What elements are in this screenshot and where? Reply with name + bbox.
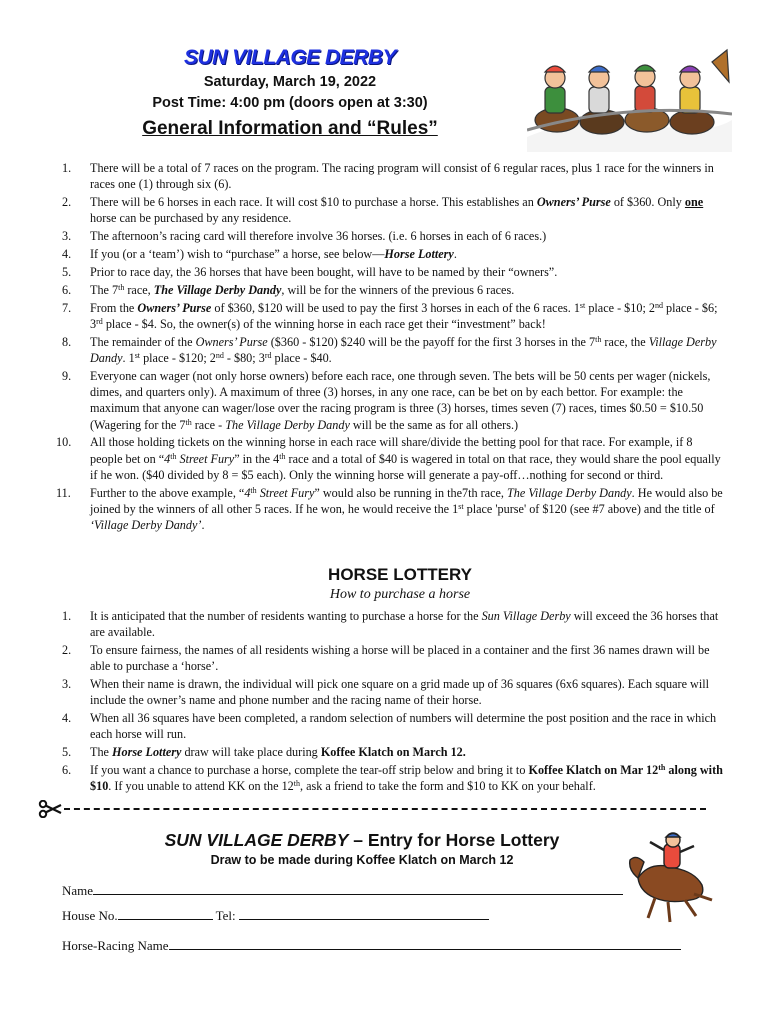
name-label: Name: [62, 883, 94, 898]
house-line[interactable]: [118, 907, 213, 920]
list-number: 2.: [62, 643, 72, 658]
list-number: 9.: [62, 368, 72, 383]
list-number: 6.: [62, 282, 72, 297]
list-number: 5.: [62, 264, 72, 279]
lottery-item: 1. It is anticipated that the number of residents wanting to purchase a horse for the Sun Village Derby will exceed the 36 horses that are available.: [62, 609, 719, 640]
rules-heading: General Information and “Rules”: [142, 118, 438, 139]
list-number: 1.: [62, 609, 72, 623]
rule-item: 7. From the Owners’ Purse of $360, $120 will be used to pay the first 3 horses in each of the 6 races. 1st place - $10; 2nd place - $6; 3rd place - $4. So, the owner(s) of the winning horse in each race get their “investment” back!: [62, 300, 718, 331]
lottery-item: 3. When their name is drawn, the individual will pick one square on a grid made up of 36 squares (6x6 squares). Each square will include the owner’s name and phone number and the racing name of their horse.: [62, 677, 710, 708]
rule-item: 3. The afternoon’s racing card will therefore involve 36 horses. (i.e. 6 horses in each of 6 races.): [62, 229, 547, 244]
rule-item: 4. If you (or a ‘team’) wish to “purchase” a horse, see below—Horse Lottery.: [62, 247, 457, 262]
horse-name-line[interactable]: [169, 937, 681, 950]
lottery-item: 6. If you want a chance to purchase a horse, complete the tear-off strip below and bring it to Koffee Klatch on Mar 12th along with $10. If you unable to attend KK on the 12th, ask a friend to take the form and $10 to KK on your behalf.: [62, 763, 723, 794]
event-date: Saturday, March 19, 2022: [203, 74, 377, 90]
list-number: 2.: [62, 195, 72, 210]
lottery-list: [62, 608, 726, 796]
house-label: House No.: [62, 908, 118, 923]
lottery-subheading: How to purchase a horse: [329, 587, 471, 602]
list-number: 5.: [62, 745, 72, 760]
entry-title: SUN VILLAGE DERBY – Entry for Horse Lottery: [164, 830, 560, 850]
house-field[interactable]: [62, 907, 489, 924]
name-field[interactable]: [62, 882, 623, 899]
list-number: 10.: [56, 435, 72, 450]
lottery-item: 4. When all 36 squares have been completed, a random selection of numbers will determine the post position and the race in which each horse will run.: [62, 711, 717, 742]
tear-off-line: [64, 808, 706, 810]
rule-item: 6. The 7th race, The Village Derby Dandy, will be for the winners of the previous 6 races.: [62, 282, 515, 297]
list-number: 3.: [62, 229, 72, 244]
list-number: 8.: [62, 334, 72, 349]
page-title: SUN VILLAGE DERBY: [183, 46, 397, 69]
list-number: 4.: [62, 711, 72, 726]
list-number: 6.: [62, 763, 72, 778]
list-number: 11.: [56, 485, 71, 500]
list-number: 4.: [62, 247, 72, 262]
rule-item: 9. Everyone can wager (not only horse owners) before each race, one through seven. The bets will be 50 cents per wager (nickels, dimes, and quarters only). A maximum of three (3) horses, in any one race, can be bet on by each bettor. For example: the maximum that anyone can wager/lose over the racing program is three (3) horses, times seven (7) races, times $0.50 = $10.50 (Wagering for the 7th race - The Village Derby Dandy will be the same as for all others.): [62, 368, 711, 432]
lottery-item: 5. The Horse Lottery draw will take place during Koffee Klatch on March 12.: [62, 745, 466, 760]
rule-item: 11. Further to the above example, “4th Street Fury” would also be running in the7th race, The Village Derby Dandy. He would also be joined by the winners of all other 5 races. If he won, he would receive the 1st place 'purse' of $120 (see #7 above) and the title of ‘Village Derby Dandy’.: [56, 485, 723, 533]
list-number: 3.: [62, 677, 72, 692]
rules-list: [56, 160, 726, 535]
rule-item: 10. All those holding tickets on the winning horse in each race will share/divide the betting pool for that race. For example, if 8 people bet on “4th Street Fury” in the 4th race and a total of $40 is wagered in total on that race, they would share the pool equally if he won. ($40 divided by 8 = $5 each). Only the winning horse will generate a pay-off…nothing for second or third.: [56, 435, 721, 482]
rule-item: 2. There will be 6 horses in each race. It will cost $10 to purchase a horse. This establishes an Owners’ Purse of $360. Only one horse can be purchased by any residence.: [62, 195, 704, 226]
scissors-icon: [38, 800, 62, 818]
list-number: 1.: [62, 161, 72, 175]
name-line[interactable]: [93, 882, 623, 895]
rule-item: 1. There will be a total of 7 races on the program. The racing program will consist of 6 regular races, plus 1 race for the winners in races one (1) through six (6).: [62, 161, 714, 192]
tel-line[interactable]: [239, 907, 489, 920]
rule-item: 5. Prior to race day, the 36 horses that have been bought, will have to be named by their “owners”.: [62, 264, 558, 279]
tel-label: Tel:: [215, 908, 236, 923]
list-number: 7.: [62, 300, 72, 315]
horse-name-field[interactable]: [62, 937, 681, 954]
lottery-heading: HORSE LOTTERY: [328, 565, 472, 584]
horse-illustration: [620, 830, 720, 930]
post-time: Post Time: 4:00 pm (doors open at 3:30): [152, 95, 428, 111]
rule-item: 8. The remainder of the Owners’ Purse ($360 - $120) $240 will be the payoff for the first 3 horses in the 7th race, the Village Derby Dandy. 1st place - $120; 2nd - $80; 3rd place - $40.: [62, 334, 717, 366]
horse-label: Horse-Racing Name: [62, 938, 169, 953]
entry-note: Draw to be made during Koffee Klatch on March 12: [210, 853, 514, 867]
lottery-item: 2. To ensure fairness, the names of all residents wishing a horse will be placed in a container and the first 36 names drawn will be able to purchase a ‘horse’.: [62, 643, 710, 674]
